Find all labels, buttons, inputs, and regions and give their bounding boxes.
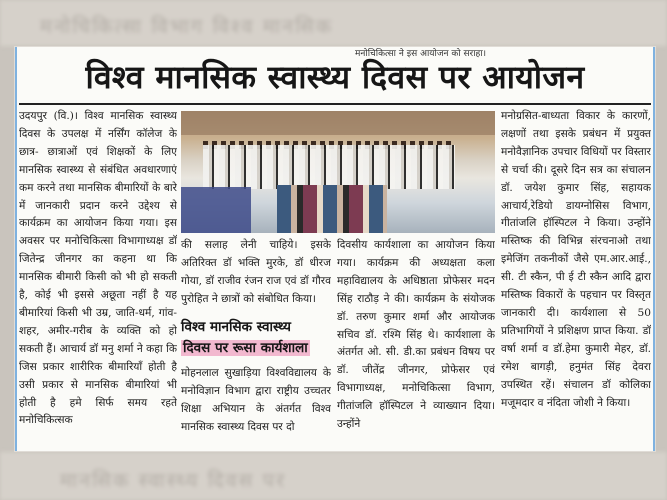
article-headline: विश्व मानसिक स्वास्थ्य दिवस पर आयोजन <box>85 58 585 96</box>
sub-headline-line-1: विश्व मानसिक स्वास्थ्य <box>181 319 291 335</box>
blurred-text-bottom: मानसिक स्वास्थ्य दिवस पर <box>60 468 287 492</box>
sub-headline-line-2: दिवस पर रूसा कार्यशाला <box>183 340 308 356</box>
column-3-text: दिवसीय कार्यशाला का आयोजन किया गया। कार्यक्रम की अध्यक्षता कला महाविद्यालय के अधिष्ठाता प्रोफेसर मदन सिंह राठौड़ ने की। कार्यक्रम के संयोजक डॉ. तरुण कुमार शर्मा और आयोजक सचिव डॉ. रश्मि सिंह थे। कार्यशाला के अंतर्गत ओ. सी. डी.का प्रबंधन विषय पर डॉ. जीतेंद्र जीनगर, प्रोफेसर एवं विभागाध्यक्ष, मनोचिकित्सा विभाग, गीतांजलि हॉस्पिटल ने व्याख्यान दिया। उन्होंने <box>337 239 495 431</box>
photo-crowd <box>203 145 455 189</box>
newspaper-clipping <box>14 46 656 452</box>
column-1-text: उदयपुर (वि.)। विश्व मानसिक स्वास्थ्य दिवस के उपलक्ष में नर्सिंग कॉलेज के छात्र- छात्राओं एवं शिक्षकों के लिए मानसिक स्वास्थ्य से संबंधित अवधारणाएं कम करने तथा मानसिक बीमारियों के बारे में जानकारी प्रदान करने उद्देश्य से कार्यक्रम का आयोजन किया गया। इस अवसर पर मनोचिकित्सा विभागाध्यक्ष डॉ जितेन्द्र जीनगर का कहना था कि मानसिक बीमारी किसी को भी हो सकती है, कोई भी इससे अछूता नहीं है यह बीमारियां किसी भी उम्र, जाति-धर्म, गांव- शहर, अमीर-गरीब के व्यक्ति को हो सकती हैं। आचार्य डॉ मनु शर्मा ने कहा कि जिस प्रकार शारीरिक बीमारियाँ होती है उसी प्रकार से मानसिक बीमारियां भी होती है हमे सिर्फ समय रहते मनोचिकित्सक <box>19 110 177 427</box>
cut-off-text: मनोचिकित्सा ने इस आयोजन को सराहा। <box>355 49 487 59</box>
column-2-text: की सलाह लेनी चाहिये। इसके अतिरिक्त डॉ भक्ति मुरके, डॉ धीरज गोया, डॉ राजीव रंजन राज एवं डॉ गौरव पुरोहित ने छात्रों को संबोधित किया। <box>181 239 331 305</box>
sub-headline <box>181 317 331 361</box>
article-column-2 <box>181 237 331 313</box>
event-photo <box>181 111 495 233</box>
headline-rule <box>19 103 651 105</box>
article-column-4 <box>501 108 651 448</box>
article-column-1 <box>19 108 177 448</box>
column-2b-text: मोहनलाल सुखाड़िया विश्वविद्यालय के मनोविज्ञान विभाग द्वारा राष्ट्रीय उच्चतर शिक्षा अभियान के अंतर्गत विश्व मानसिक स्वास्थ्य दिवस पर दो <box>181 367 331 433</box>
blurred-text-top: मनोचिकित्सा विभाग विश्व मानसिक <box>40 14 334 38</box>
clip-right-border <box>653 47 655 451</box>
blurred-newspaper-top <box>0 0 667 46</box>
column-4-text: मनोग्रसित-बाध्यता विकार के कारणों, लक्षणों तथा इसके प्रबंधन में प्रयुक्त मनोवैज्ञानिक उपचार विधियों पर विस्तार से चर्चा की। दूसरे दिन सत्र का संचालन डॉ. जयेश कुमार सिंह, सहायक आचार्य,रेडियो डायग्नोसिस विभाग, गीतांजलि हॉस्पिटल ने किया। उन्होंने मस्तिष्क की विभिन्न संरचनाओ तथा इमेजिंग तकनीकों जैसे एम.आर.आई., सी. टी स्कैन, पी ई टी स्कैन आदि द्वारा मस्तिष्क विकारों के पहचान पर विस्तृत जानकारी दी। कार्यशाला से 50 प्रतिभागियों ने प्रशिक्षण प्राप्त किया. डॉ वर्षा शर्मा व डॉ.हेमा कुमारी मेहर, डॉ. रमेश बागड़ी, हनुमंत सिंह देवरा उपस्थित रहें। संचालन डॉ कोलिका मजूमदार व नंदिता जोशी ने किया। <box>501 110 651 409</box>
photo-chairs <box>181 187 251 233</box>
photo-wall <box>181 111 495 135</box>
clip-left-border <box>15 47 17 451</box>
blurred-newspaper-bottom <box>0 452 667 500</box>
article-column-2-continued <box>181 365 331 449</box>
article-column-3 <box>337 237 495 449</box>
photo-front-row <box>277 185 387 233</box>
